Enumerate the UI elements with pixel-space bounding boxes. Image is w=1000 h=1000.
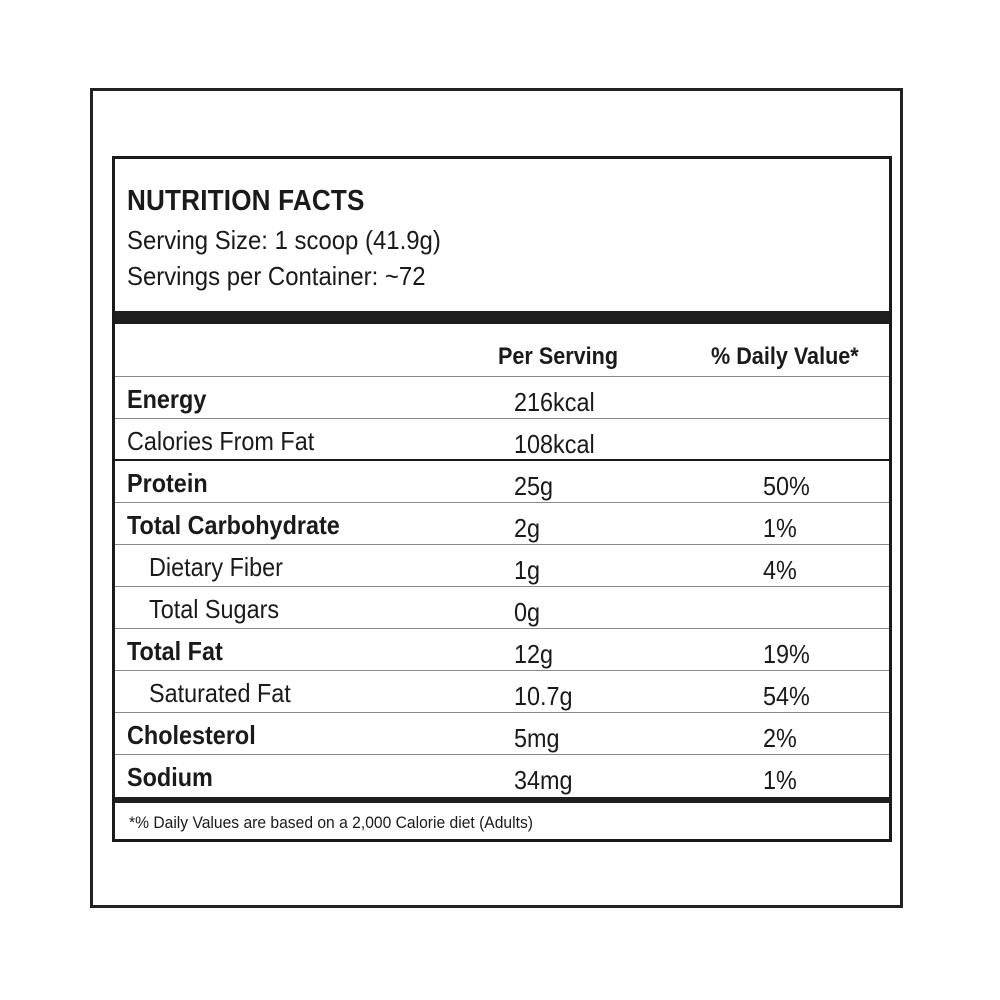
daily-value-header: % Daily Value* [711, 343, 859, 370]
per-serving-value: 10.7g [514, 681, 573, 711]
serving-size: Serving Size: 1 scoop (41.9g) [127, 225, 441, 255]
table-row [115, 713, 889, 755]
nutrient-name: Protein [127, 468, 208, 498]
nutrient-name: Total Sugars [149, 594, 280, 624]
nutrient-name: Saturated Fat [149, 678, 291, 708]
per-serving-value: 2g [514, 513, 541, 543]
per-serving-value: 216kcal [514, 387, 595, 417]
nutrient-name: Cholesterol [127, 720, 256, 750]
daily-value: 1% [763, 765, 797, 795]
table-row [115, 671, 889, 713]
footer-divider [115, 797, 889, 803]
table-row [115, 755, 889, 797]
footnote: *% Daily Values are based on a 2,000 Calorie diet (Adults) [129, 813, 533, 832]
table-row [115, 461, 889, 503]
nutrient-name: Energy [127, 384, 207, 414]
daily-value: 2% [763, 723, 797, 753]
label-header [115, 159, 889, 313]
nutrient-name: Total Fat [127, 636, 223, 666]
per-serving-value: 12g [514, 639, 554, 669]
table-row [115, 629, 889, 671]
nutrient-rows [115, 377, 889, 797]
table-row [115, 587, 889, 629]
per-serving-value: 1g [514, 555, 541, 585]
per-serving-header: Per Serving [498, 343, 619, 370]
nutrient-name: Calories From Fat [127, 426, 315, 456]
daily-value: 50% [763, 471, 810, 501]
daily-value: 4% [763, 555, 797, 585]
table-row [115, 377, 889, 419]
per-serving-value: 108kcal [514, 429, 595, 459]
header-divider [115, 311, 889, 324]
label-title: NUTRITION FACTS [127, 185, 365, 217]
nutrient-name: Total Carbohydrate [127, 510, 340, 540]
per-serving-value: 0g [514, 597, 541, 627]
per-serving-value: 25g [514, 471, 554, 501]
daily-value: 19% [763, 639, 810, 669]
nutrient-name: Dietary Fiber [149, 552, 283, 582]
per-serving-value: 5mg [514, 723, 560, 753]
column-header-row [115, 335, 889, 377]
servings-per-container: Servings per Container: ~72 [127, 261, 426, 291]
table-row [115, 545, 889, 587]
nutrient-name: Sodium [127, 762, 213, 792]
table-row [115, 503, 889, 545]
per-serving-value: 34mg [514, 765, 573, 795]
daily-value: 1% [763, 513, 797, 543]
nutrition-facts-panel [112, 156, 892, 842]
daily-value: 54% [763, 681, 810, 711]
table-row [115, 419, 889, 461]
